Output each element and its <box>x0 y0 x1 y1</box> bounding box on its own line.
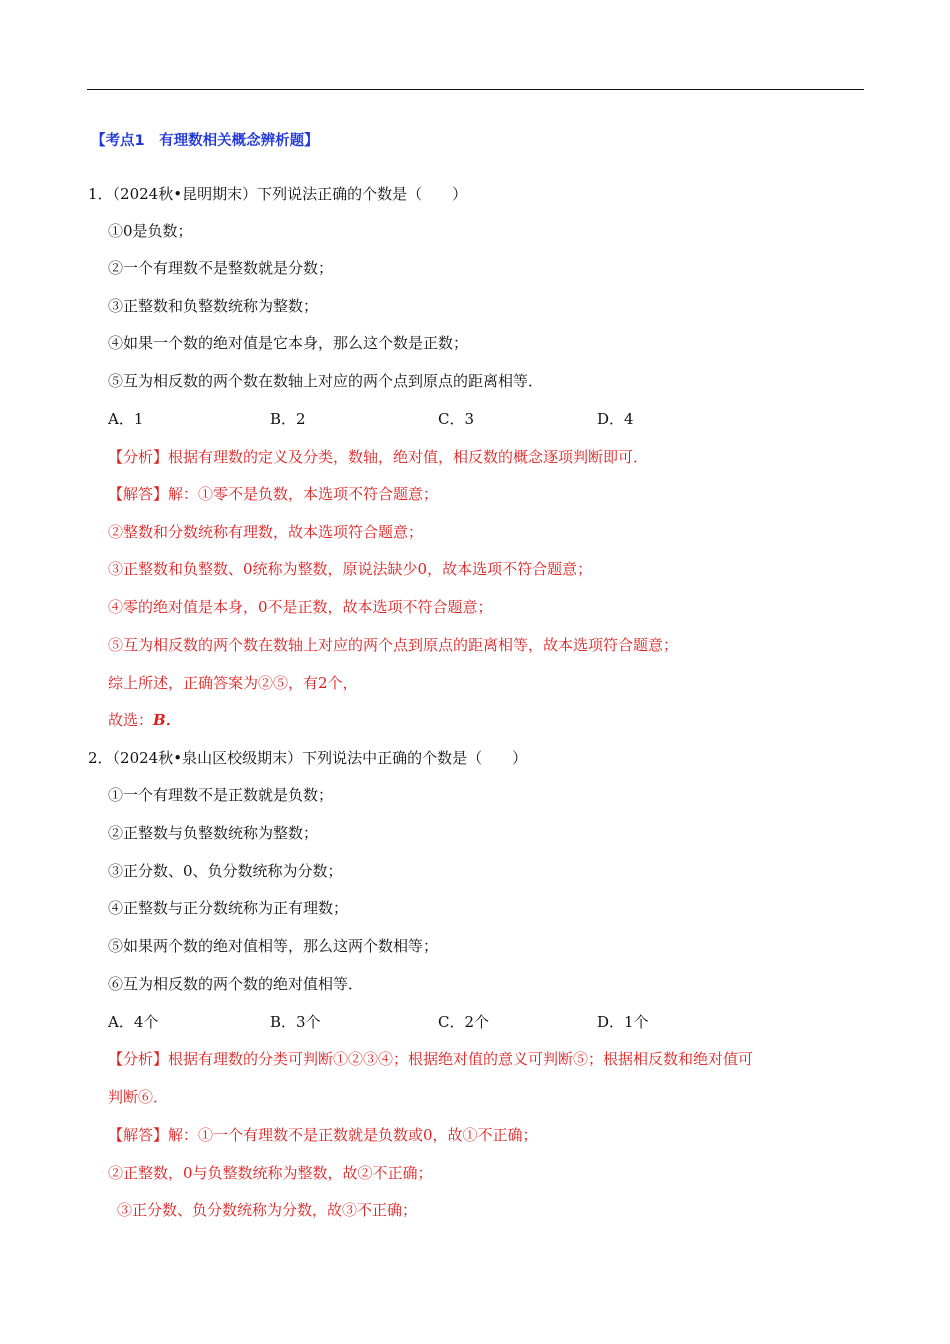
q1-solution-line-5: ⑤互为相反数的两个数在数轴上对应的两个点到原点的距离相等，故本选项符合题意； <box>108 636 679 654</box>
q1-option-c: C．3 <box>438 410 475 428</box>
q1-solution-line-6: 综上所述，正确答案为②⑤，有2个， <box>108 674 358 692</box>
q1-statement-5: ⑤互为相反数的两个数在数轴上对应的两个点到原点的距离相等． <box>108 372 544 390</box>
q2-statement-4: ④正整数与正分数统称为正有理数； <box>108 899 349 917</box>
q1-solution-line-1 <box>108 484 438 504</box>
q1-analysis <box>108 447 648 467</box>
q1-solution-tag: 【解答】 <box>108 485 169 503</box>
q1-solution-text-1: 解：①零不是负数，本选项不符合题意； <box>168 485 439 503</box>
q1-analysis-text: 根据有理数的定义及分类，数轴，绝对值，相反数的概念逐项判断即可． <box>168 448 649 466</box>
q1-choice-prefix: 故选： <box>108 711 154 729</box>
q2-solution-line-1 <box>108 1125 538 1145</box>
q1-statement-2: ②一个有理数不是整数就是分数； <box>108 259 334 277</box>
q1-choice-answer: B． <box>153 711 181 729</box>
q2-stem: 2．（2024秋•泉山区校级期末）下列说法中正确的个数是（ ） <box>88 749 528 767</box>
q1-statement-1: ①0是负数； <box>108 222 193 240</box>
q1-option-d: D．4 <box>597 410 634 428</box>
q2-statement-3: ③正分数、0、负分数统称为分数； <box>108 862 343 880</box>
q1-solution-line-2: ②整数和分数统称有理数，故本选项符合题意； <box>108 523 424 541</box>
q2-statement-6: ⑥互为相反数的两个数的绝对值相等． <box>108 975 364 993</box>
q1-choice <box>108 710 181 730</box>
q1-solution-line-3: ③正整数和负整数、0统称为整数，原说法缺少0，故本选项不符合题意； <box>108 560 593 578</box>
q1-statement-4: ④如果一个数的绝对值是它本身，那么这个数是正数； <box>108 334 469 352</box>
q2-solution-line-2: ②正整数，0与负整数统称为整数，故②不正确； <box>108 1164 433 1182</box>
q2-analysis-text: 根据有理数的分类可判断①②③④；根据绝对值的意义可判断⑤；根据相反数和绝对值可 <box>168 1050 754 1068</box>
q2-analysis-continued: 判断⑥． <box>108 1088 169 1106</box>
q1-stem: 1．（2024秋•昆明期末）下列说法正确的个数是（ ） <box>88 185 468 203</box>
q2-option-d: D．1个 <box>597 1013 649 1031</box>
q2-analysis <box>108 1049 753 1069</box>
q2-option-c: C．2个 <box>438 1013 490 1031</box>
q2-solution-line-3: ③正分数、负分数统称为分数，故③不正确； <box>117 1201 418 1219</box>
header-rule <box>87 89 864 90</box>
section-heading: 【考点1 有理数相关概念辨析题】 <box>91 133 319 149</box>
q1-statement-3: ③正整数和负整数统称为整数； <box>108 297 319 315</box>
q2-solution-tag: 【解答】 <box>108 1126 169 1144</box>
q2-statement-5: ⑤如果两个数的绝对值相等，那么这两个数相等； <box>108 937 439 955</box>
q2-statement-2: ②正整数与负整数统称为整数； <box>108 824 319 842</box>
q2-solution-text-1: 解：①一个有理数不是正数就是负数或0，故①不正确； <box>168 1126 538 1144</box>
q1-option-b: B．2 <box>270 410 306 428</box>
q1-option-a: A．1 <box>108 410 144 428</box>
q2-analysis-tag: 【分析】 <box>108 1050 169 1068</box>
q2-option-b: B．3个 <box>270 1013 321 1031</box>
q1-solution-line-4: ④零的绝对值是本身，0不是正数，故本选项不符合题意； <box>108 598 493 616</box>
q2-option-a: A．4个 <box>108 1013 159 1031</box>
q1-analysis-tag: 【分析】 <box>108 448 169 466</box>
q2-statement-1: ①一个有理数不是正数就是负数； <box>108 786 334 804</box>
